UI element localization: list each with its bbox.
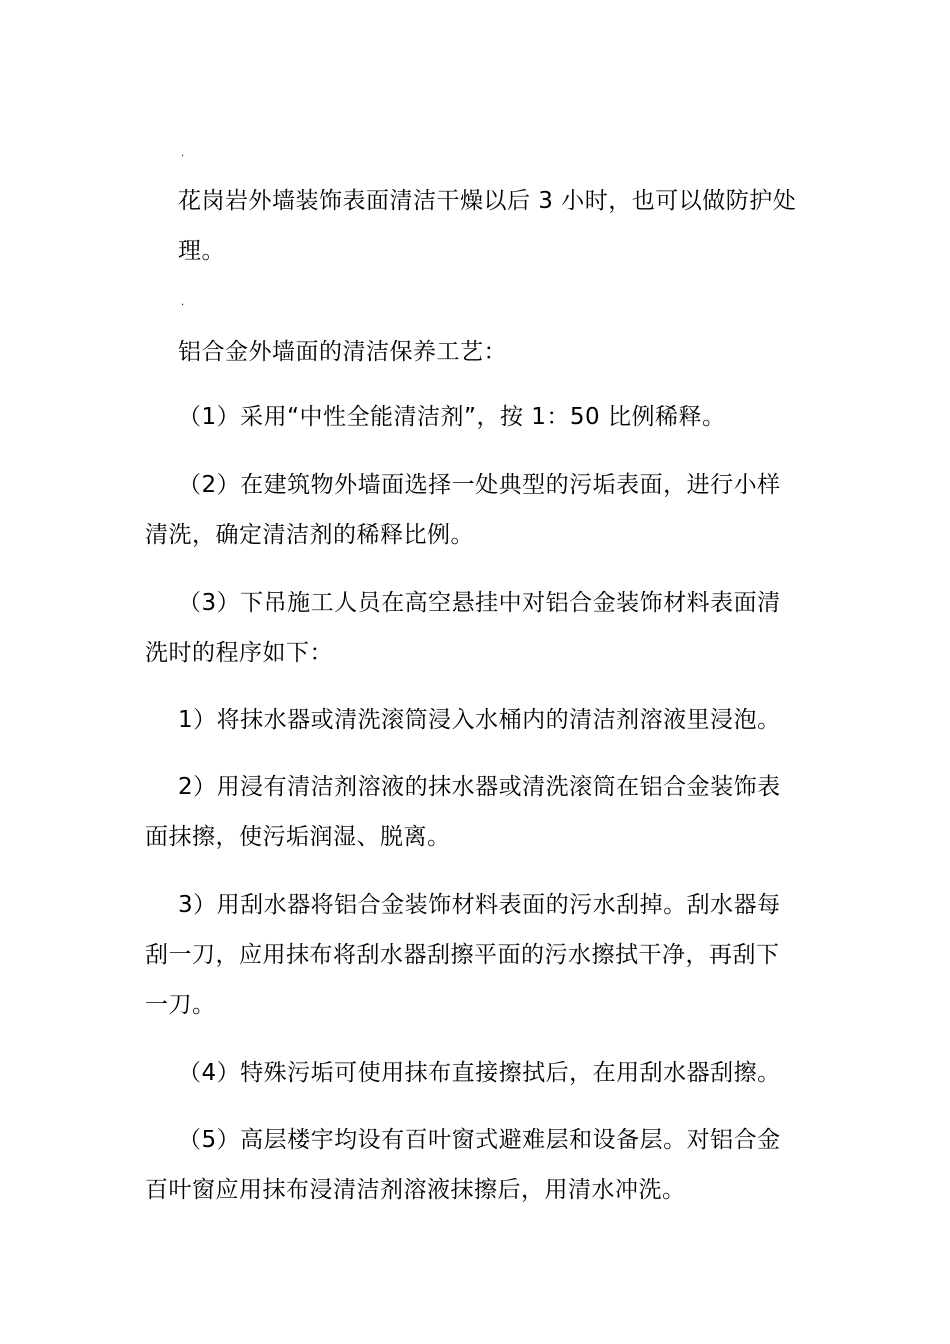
paragraph-4-line-1: （2）在建筑物外墙面选择一处典型的污垢表面，进行小样 xyxy=(178,472,781,498)
paragraph-10-line-2: 百叶窗应用抹布浸清洁剂溶液抹擦后，用清水冲洗。 xyxy=(145,1177,686,1203)
paragraph-8-line-2: 刮一刀，应用抹布将刮水器刮擦平面的污水擦拭干净，再刮下 xyxy=(145,942,780,968)
marker-dot: · xyxy=(181,300,185,311)
paragraph-7-line-2: 面抹擦，使污垢润湿、脱离。 xyxy=(145,824,451,850)
paragraph-2-line-1: 铝合金外墙面的清洁保养工艺： xyxy=(178,339,507,365)
marker-dot: · xyxy=(181,151,185,162)
paragraph-3-line-1: （1）采用“中性全能清洁剂”，按 1：50 比例稀释。 xyxy=(178,404,726,430)
paragraph-5-line-1: （3）下吊施工人员在高空悬挂中对铝合金装饰材料表面清 xyxy=(178,590,781,616)
paragraph-1-line-1: 花岗岩外墙装饰表面清洁干燥以后 3 小时，也可以做防护处 xyxy=(178,188,797,214)
paragraph-1-line-2: 理。 xyxy=(178,238,225,264)
paragraph-5-line-2: 洗时的程序如下： xyxy=(145,640,333,666)
paragraph-10-line-1: （5）高层楼宇均设有百叶窗式避难层和设备层。对铝合金 xyxy=(178,1127,781,1153)
paragraph-6-line-1: 1）将抹水器或清洗滚筒浸入水桶内的清洁剂溶液里浸泡。 xyxy=(178,707,781,733)
paragraph-7-line-1: 2）用浸有清洁剂溶液的抹水器或清洗滚筒在铝合金装饰表 xyxy=(178,774,781,800)
paragraph-8-line-1: 3）用刮水器将铝合金装饰材料表面的污水刮掉。刮水器每 xyxy=(178,892,781,918)
paragraph-4-line-2: 清洗，确定清洁剂的稀释比例。 xyxy=(145,522,474,548)
paragraph-8-line-3: 一刀。 xyxy=(145,992,216,1018)
paragraph-9-line-1: （4）特殊污垢可使用抹布直接擦拭后，在用刮水器刮擦。 xyxy=(178,1060,781,1086)
